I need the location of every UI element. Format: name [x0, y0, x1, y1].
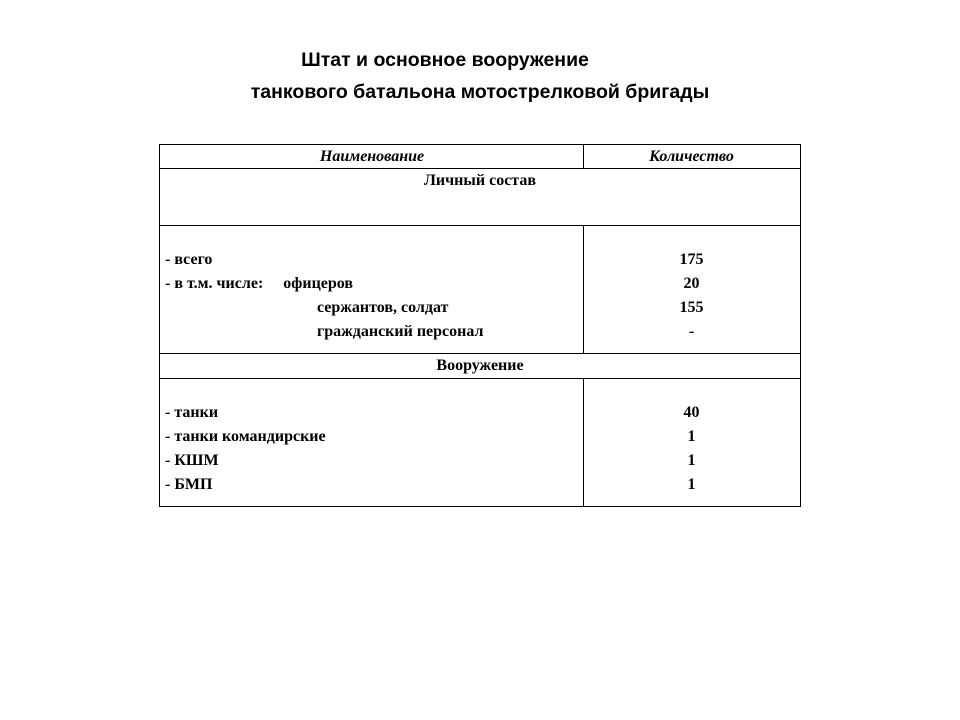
armament-quantities	[584, 401, 799, 497]
section1-divider	[160, 225, 800, 226]
list-item: - БМП	[165, 476, 213, 493]
armament-names	[165, 401, 580, 497]
quantity-value: 155	[679, 299, 704, 316]
staff-table	[159, 144, 801, 507]
quantity-value: -	[688, 323, 695, 340]
section-label-personnel: Личный состав	[424, 172, 536, 189]
column-header-quantity: Количество	[649, 148, 734, 165]
quantity-value: 40	[683, 404, 700, 421]
title-line-2: танкового батальона мотострелковой бригады	[250, 81, 710, 103]
list-item: - КШМ	[165, 452, 219, 469]
list-item: сержантов, солдат	[317, 299, 449, 316]
list-item: - танки	[165, 404, 219, 421]
personnel-names	[165, 248, 580, 344]
quantity-value: 1	[687, 428, 696, 445]
list-item: - танки командирские	[165, 428, 326, 445]
quantity-value: 175	[679, 251, 704, 268]
quantity-value: 20	[683, 275, 700, 292]
page-title	[0, 44, 960, 108]
quantity-value: 1	[687, 476, 696, 493]
personnel-quantities	[584, 248, 799, 344]
section-label-armament: Вооружение	[436, 357, 524, 374]
list-item: гражданский персонал	[317, 323, 484, 340]
section2-header-top	[160, 353, 800, 354]
title-line-1: Штат и основное вооружение	[301, 49, 589, 71]
column-header-name: Наименование	[319, 148, 425, 165]
list-item: - в т.м. числе: офицеров	[165, 275, 354, 292]
section2-header-bottom	[160, 378, 800, 379]
list-item: - всего	[165, 251, 213, 268]
quantity-value: 1	[687, 452, 696, 469]
